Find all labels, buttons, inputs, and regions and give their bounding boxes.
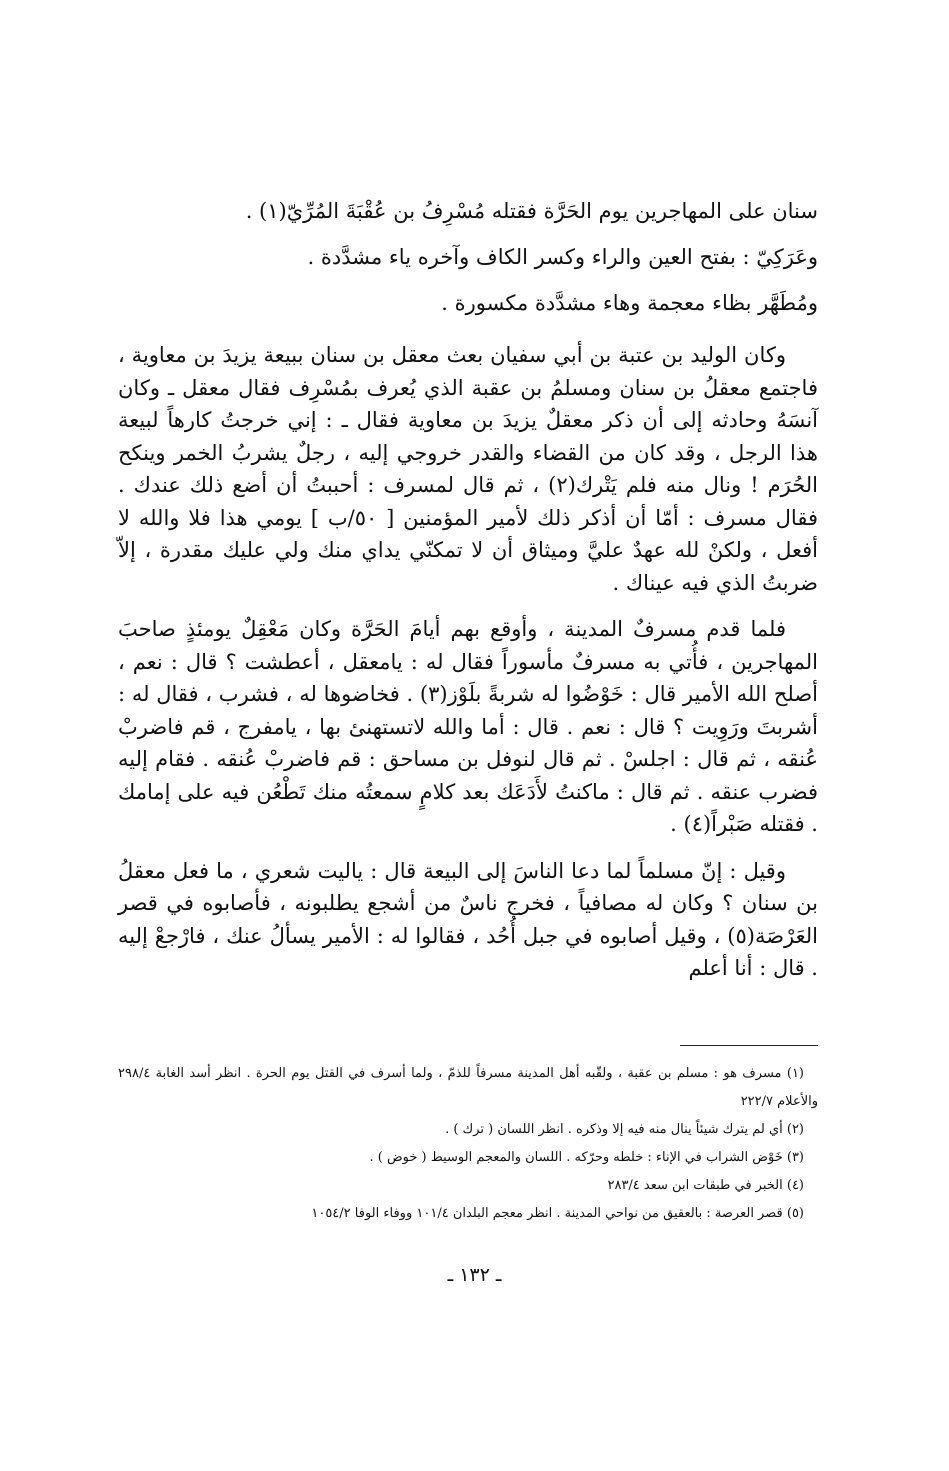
footnote-4: (٤) الخبر في طبقات ابن سعد ٢٨٣/٤ (607, 1178, 804, 1193)
footnotes (118, 1060, 818, 1228)
page-number: ـ ١٣٢ ـ (447, 1264, 502, 1286)
footnote-2: (٢) أي لم يترك شيئاً ينال منه فيه إلا وذكره . انظر اللسان ( ترك ) . (445, 1122, 804, 1137)
text-line-3: ومُطَهَّر بظاء معجمة وهاء مشدَّدة مكسورة . (441, 291, 818, 315)
footnote-5: (٥) قصر العرصة : بالعقيق من نواحي المدينة . انظر معجم البلدان ١٠١/٤ ووفاء الوفا ١٠٥٤/٢ (311, 1206, 804, 1221)
text-line-2: وعَرَكِيّ : بفتح العين والراء وكسر الكاف وآخره ياء مشدَّدة . (307, 245, 818, 269)
footnote-3: (٣) خَوْض الشراب في الإناء : خلطه وحرّكه . اللسان والمعجم الوسيط ( خوض ) . (369, 1150, 804, 1165)
footnote-divider (680, 1045, 818, 1046)
paragraph-2: فلما قدم مسرفٌ المدينة ، وأوقع بهم أيامَ الحَرَّة وكان مَعْقِلٌ يومئذٍ صاحبَ المهاجرين ، فأُتي به مسرفٌ مأسوراً فقال له : يامعقل ، أعطشت ؟ قال : نعم ، أصلح الله الأمير قال : خَوْضُوا له شربةً بلَوْز(٣) . فخاضوها له ، فشرب ، فقال له : أشربتَ ورَوِيت ؟ قال : نعم . قال : أما والله لاتستهنئ بها ، يامفرج ، قم فاضربْ عُنقه ، ثم قال : اجلسْ . ثم قال لنوفل بن مساحق : قم فاضربْ عُنقه . فقام إليه فضرب عنقه . ثم قال : ماكنتُ لأَدَعَك بعد كلامٍ سمعتُه منك تَطْعُن فيه على إمامك . فقتله صَبْراً(٤) . (118, 617, 819, 836)
text-line-1: سنان على المهاجرين يوم الحَرَّة فقتله مُسْرِفُ بن عُقْبَةَ المُرِّيّ(١) . (245, 199, 818, 223)
paragraph-3: وقيل : إنّ مسلماً لما دعا الناسَ إلى البيعة قال : ياليت شعري ، ما فعل معقلُ بن سنان ؟ وكان له مصافياً ، فخرج ناسٌ من أشجع يطلبونه ، فأصابوه في قصر العَرْصَة(٥) ، وقيل أصابوه في جبل أُحُد ، فقالوا له : الأمير يسألُ عنك ، فارْجعْ إليه . قال : أنا أعلم (118, 858, 818, 980)
paragraph-1: وكان الوليد بن عتبة بن أبي سفيان بعث معقل بن سنان ببيعة يزيدَ بن معاوية ، فاجتمع معقلُ بن سنان ومسلمُ بن عقبة الذي يُعرف بمُسْرِف فقال معقل ـ وكان آنسَهُ وحادثه إلى أن ذكر معقلٌ يزيدَ بن معاوية فقال ـ : إني خرجتُ كارهاً لبيعة هذا الرجل ، وقد كان من القضاء والقدر خروجي إليه ، رجلٌ يشربُ الخمر وينكح الحُرَم ! ونال منه فلم يَتْرك(٢) ، ثم قال لمسرف : أحببتُ أن أضع ذلك عندك . فقال مسرف : أمّا أن أذكر ذلك لأمير المؤمنين [ ٥٠/ب ] يومي هذا فلا والله لا أفعل ، ولكنْ لله عهدٌ عليَّ وميثاق أن لا تمكنّي يداي منك ولي عليك مقدرة ، إلاّ ضربتُ الذي فيه عيناك . (118, 343, 818, 595)
footnote-1: (١) مسرف هو : مسلم بن عقبة ، ولقّبه أهل المدينة مسرفاً للذمّ ، ولما أسرف في القتل يوم الحرة . انظر أسد الغابة ٢٩٨/٤ والأعلام ٢٢٢/٧ (118, 1066, 818, 1109)
main-text (118, 195, 818, 985)
